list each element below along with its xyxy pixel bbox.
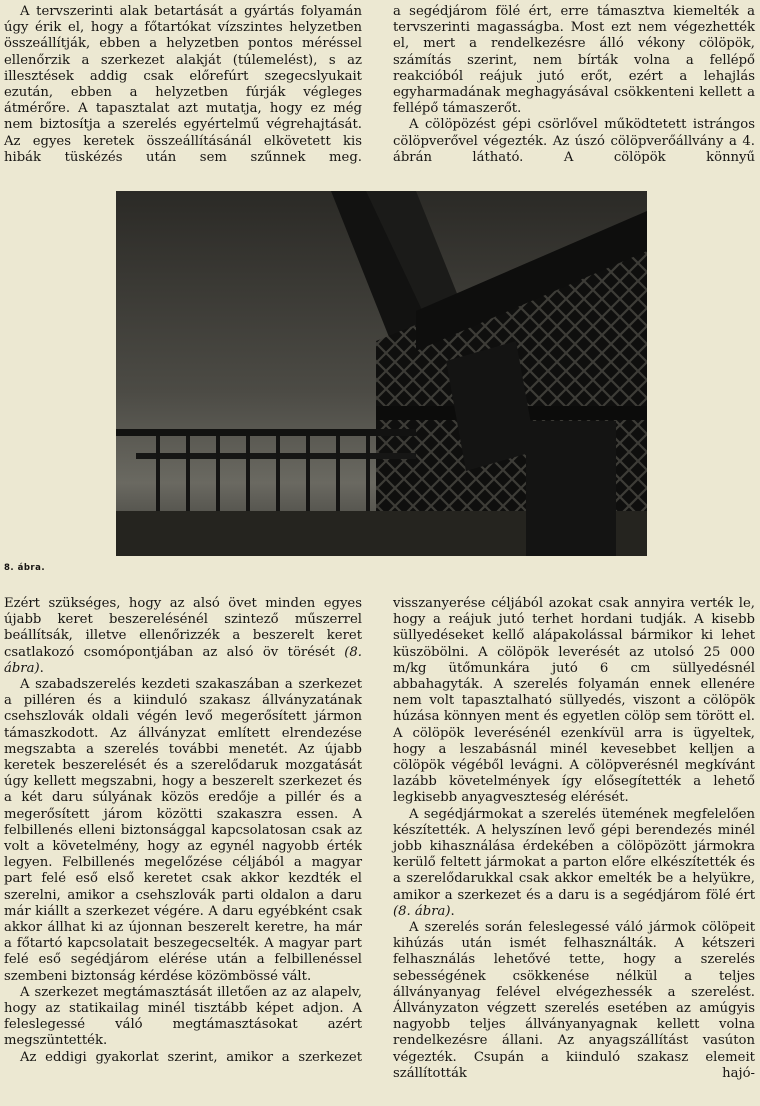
bridge-construction-photo [116,191,647,556]
paragraph-end: . [450,903,455,919]
paragraph: A szabadszerelés kezdeti szakaszában a szerkezet a pilléren és a kiinduló szakasz állványzatának csehszlovák oldali végén levő megerősített jármon támaszkodott. Az állványzat említett elrendezése megszabta a szerelés további menetét. Az újabb keretek beszerelését és a szerelődaruk mozgatását úgy kellett megszabni, hogy a beszerelt szerkezet és a két daru súlyának közös eredője a pillér és a megerősített járom közötti szakaszra essen. A felbillenés elleni biztonsággal kapcsolatosan csak az volt a követelmény, hogy az egynél nagyobb érték legyen. Felbillenés megelőzése céljából a magyar part felé eső első keretet csak akkor kezdték el szerelni, amikor a csehszlovák parti oldalon a daru már kiállt a szerkezet végére. A daru egyébként csak akkor állhat ki az újonnan beszerelt keretre, ha már a főtartó kapcsolatait beszegecselték. A magyar part felé eső segédjárom elérése után a felbillenéssel szembeni biztonság kérdése közömbössé vált. [4,677,362,984]
figure-reference: (8. ábra) [4,644,362,676]
paragraph: visszanyerése céljából azokat csak annyira verték le, hogy a reájuk jutó terhet hordani tudják. A kisebb süllyedéseket kellő alápakolással bármikor ki lehet küszöbölni. A cölöpök leverését az utolsó 25 000 m/kg ütőmunkára jutó 6 cm süllyedésnél abbahagyták. A szerelés folyamán ennek ellenére nem volt tapasztalható süllyedés, viszont a cölöpök húzása könnyen ment és egyetlen cölöp sem törött el. A cölöpök leverésénél ezenkívül arra is ügyeltek, hogy a leszabásnál minél kevesebbet kelljen a cölöpök végéből levágni. A cölöpverésnél megkívánt lazább követelmények így elősegítették a lehető legkisebb anyagveszteség elérését. [393,596,755,806]
bottom-left-column [4,596,362,1066]
paragraph-text: Ezért szükséges, hogy az alsó övet minden egyes újabb keret beszerelésénél szintező műszerrel beállítsák, illetve ellenőrizzék a beszerelt keret csatlakozó csomópontjában az alsó öv törését [4,596,362,660]
paragraph: A tervszerinti alak betartását a gyártás folyamán úgy érik el, hogy a főtartókat vízszintes helyzetben összeállítják, ebben a helyzetben pontos méréssel ellenőrzik a szerkezet alakját (túlemelést), s az illesztések addig csak előrefúrt szegecslyukait ezután, ebben a helyzetben fúrják végleges átmérőre. A tapasztalat azt mutatja, hogy ez még nem biztosítja a szerelés egyértelmű végrehajtását. Az egyes keretek összeállításánál elkövetett kis hibák tüskézés után sem szűnnek meg. [4,4,362,165]
paragraph [393,807,755,920]
bottom-right-column [393,596,755,1082]
top-left-column [4,4,362,166]
paragraph-end: . [39,660,44,676]
paragraph-text: A segédjármokat a szerelés ütemének megfelelően készítették. A helyszínen levő gépi berendezés minél jobb kihasználása érdekében a cölöpözött jármokra kerülő feltett jármokat a parton előre elkészítették és a szerelődarukkal csak akkor emelték be a helyükre, amikor a szerkezet és a daru is a segédjárom fölé ért [393,806,755,903]
paragraph: a segédjárom fölé ért, erre támasztva kiemelték a tervszerinti magasságba. Most ezt nem végezhették el, mert a rendelkezésre álló vékony cölöpök, számítás szerint, nem bírták volna a fellépő reakcióból reájuk jutó erőt, ezért a lehajlás egyharmadának meghagyásával csökkenteni kellett a fellépő támaszerőt. [393,4,755,117]
paragraph [4,596,362,677]
figure-caption: 8. ábra. [4,563,46,573]
figure-reference: (8. ábra) [393,903,451,919]
paragraph: A szerkezet megtámasztását illetően az az alapelv, hogy az statikailag minél tisztább képet adjon. A feleslegessé váló megtámasztásokat azért megszüntették. [4,984,362,1049]
paragraph: A szerelés során feleslegessé váló jármok cölöpeit kihúzás után ismét felhasználták. A kétszeri felhasználás lehetővé tette, hogy a szerelés sebességének csökkenése nélkül a teljes állványanyag felével elvégezhessék a szerelést. Állványzaton végzett szerelés esetében az amúgyis nagyobb teljes állványanyagnak kellett volna rendelkezésre állani. Az anyagszállítást vasúton végezték. Csupán a kiinduló szakasz elemeit szállították hajó- [393,920,755,1081]
paragraph: A cölöpözést gépi csörlővel működtetett istrángos cölöpverővel végezték. Az úszó cölöpverőállvány a 4. ábrán látható. A cölöpök könnyű [393,117,755,165]
top-right-column [393,4,755,166]
paragraph: Az eddigi gyakorlat szerint, amikor a szerkezet [20,1049,362,1065]
figure-photo [116,191,647,556]
